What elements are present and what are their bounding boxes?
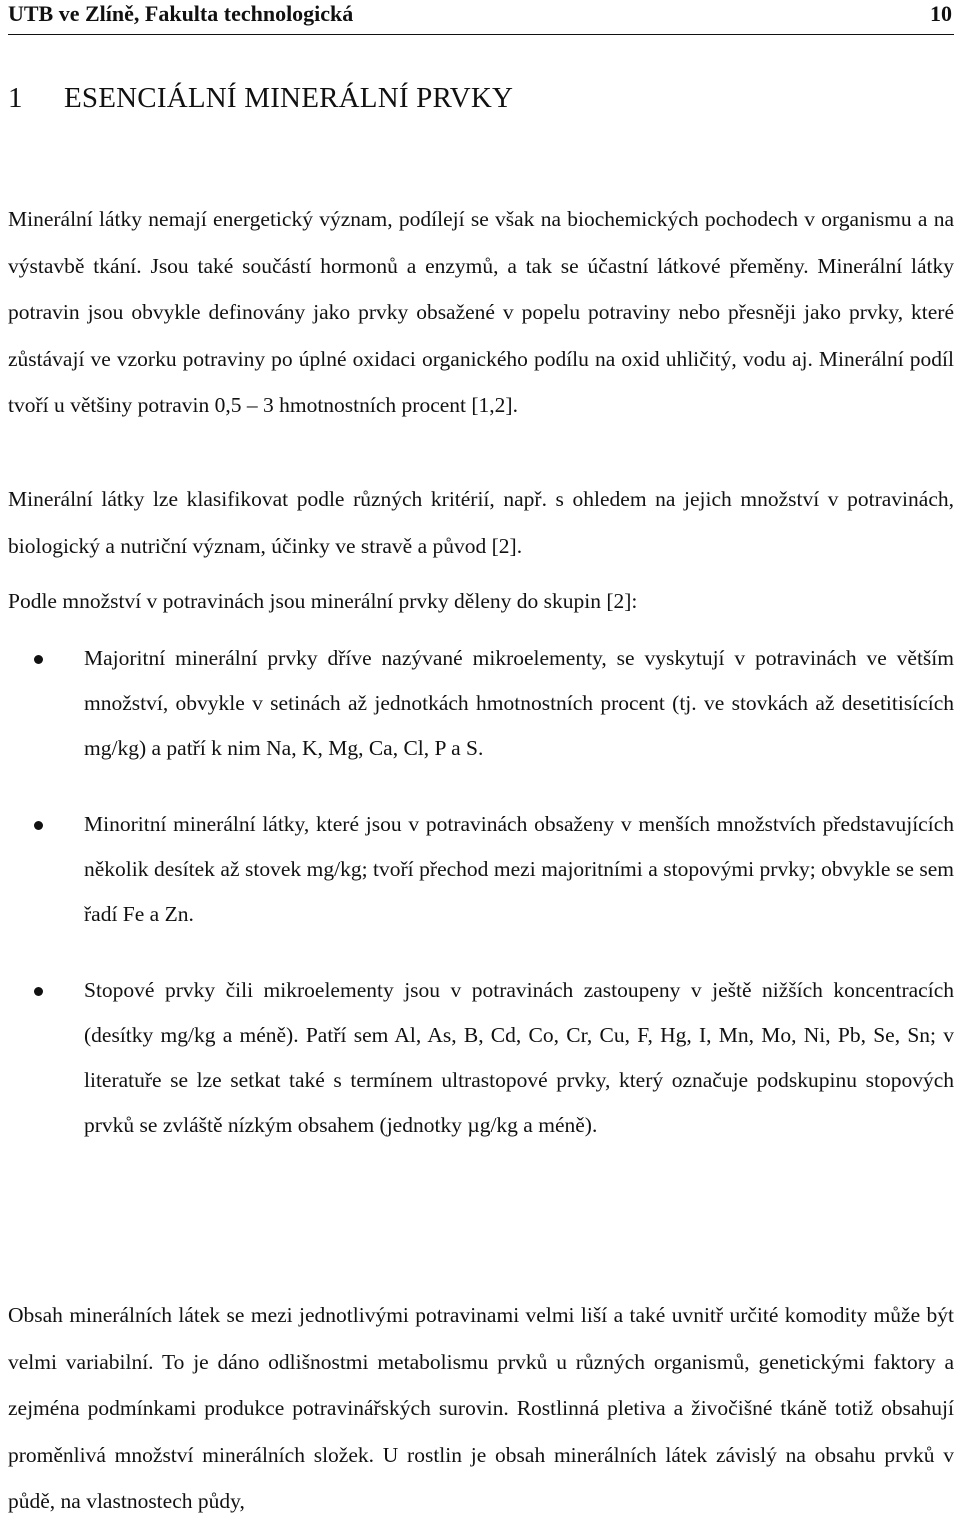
list-item-major [8, 636, 954, 771]
chapter-heading [8, 78, 513, 118]
list-item-text: Majoritní minerální prvky dříve nazývané mikroelementy, se vyskytují v potravinách ve větším množství, obvykle v setinách až jednotkách hmotnostních procent (tj. ve stovkách až desetitisících mg/kg) a patří k nim Na, K, Mg, Ca, Cl, P a S. [84, 646, 954, 760]
list-item-text: Stopové prvky čili mikroelementy jsou v potravinách zastoupeny v ještě nižších koncentracích (desítky mg/kg a méně). Patří sem Al, As, B, Cd, Co, Cr, Cu, F, Hg, I, Mn, Mo, Ni, Pb, Se, Sn; v literatuře se lze setkat také s termínem ultrastopové prvky, který označuje podskupinu stopových prvků se zvláště nízkým obsahem (jednotky µg/kg a méně). [84, 978, 954, 1137]
chapter-title: ESENCIÁLNÍ MINERÁLNÍ PRVKY [64, 82, 514, 114]
paragraph-groups-lead: Podle množství v potravinách jsou minerální prvky děleny do skupin [2]: [8, 589, 638, 613]
list-item-trace [8, 968, 954, 1148]
list-item-minor [8, 802, 954, 937]
document-page [8, 0, 954, 1513]
list-item-text: Minoritní minerální látky, které jsou v potravinách obsaženy v menších množstvích představujících několik desítek až stovek mg/kg; tvoří přechod mezi majoritními a stopovými prvky; obvykle se sem řadí Fe a Zn. [84, 812, 954, 926]
bullet-icon [34, 821, 43, 830]
bullet-icon [34, 655, 43, 664]
paragraph-classification: Minerální látky lze klasifikovat podle různých kritérií, např. s ohledem na jejich množství v potravinách, biologický a nutriční význam, účinky ve stravě a původ [2]. [8, 487, 954, 558]
running-header [8, 0, 954, 35]
bullet-icon [34, 987, 43, 996]
paragraph-intro: Minerální látky nemají energetický význam, podílejí se však na biochemických pochodech v organismu a na výstavbě tkání. Jsou také součástí hormonů a enzymů, a tak se účastní látkové přeměny. Minerální látky potravin jsou obvykle definovány jako prvky obsažené v popelu potraviny nebo přesněji jako prvky, které zůstávají ve vzorku potraviny po úplné oxidaci organického podílu na oxid uhličitý, vodu aj. Minerální podíl tvoří u většiny potravin 0,5 – 3 hmotnostních procent [1,2]. [8, 207, 954, 417]
mineral-groups-list [8, 636, 954, 1179]
header-institution: UTB ve Zlíně, Fakulta technologická [8, 1, 354, 26]
header-page-number: 10 [930, 1, 952, 26]
chapter-number: 1 [8, 82, 23, 114]
paragraph-closing: Obsah minerálních látek se mezi jednotlivými potravinami velmi liší a také uvnitř určité komodity může být velmi variabilní. To je dáno odlišnostmi metabolismu prvků u různých organismů, genetickými faktory a zejména podmínkami produkce potravinářských surovin. Rostlinná pletiva a živočišné tkáně totiž obsahují proměnlivá množství minerálních složek. U rostlin je obsah minerálních látek závislý na obsahu prvků v půdě, na vlastnostech půdy, [8, 1303, 954, 1513]
